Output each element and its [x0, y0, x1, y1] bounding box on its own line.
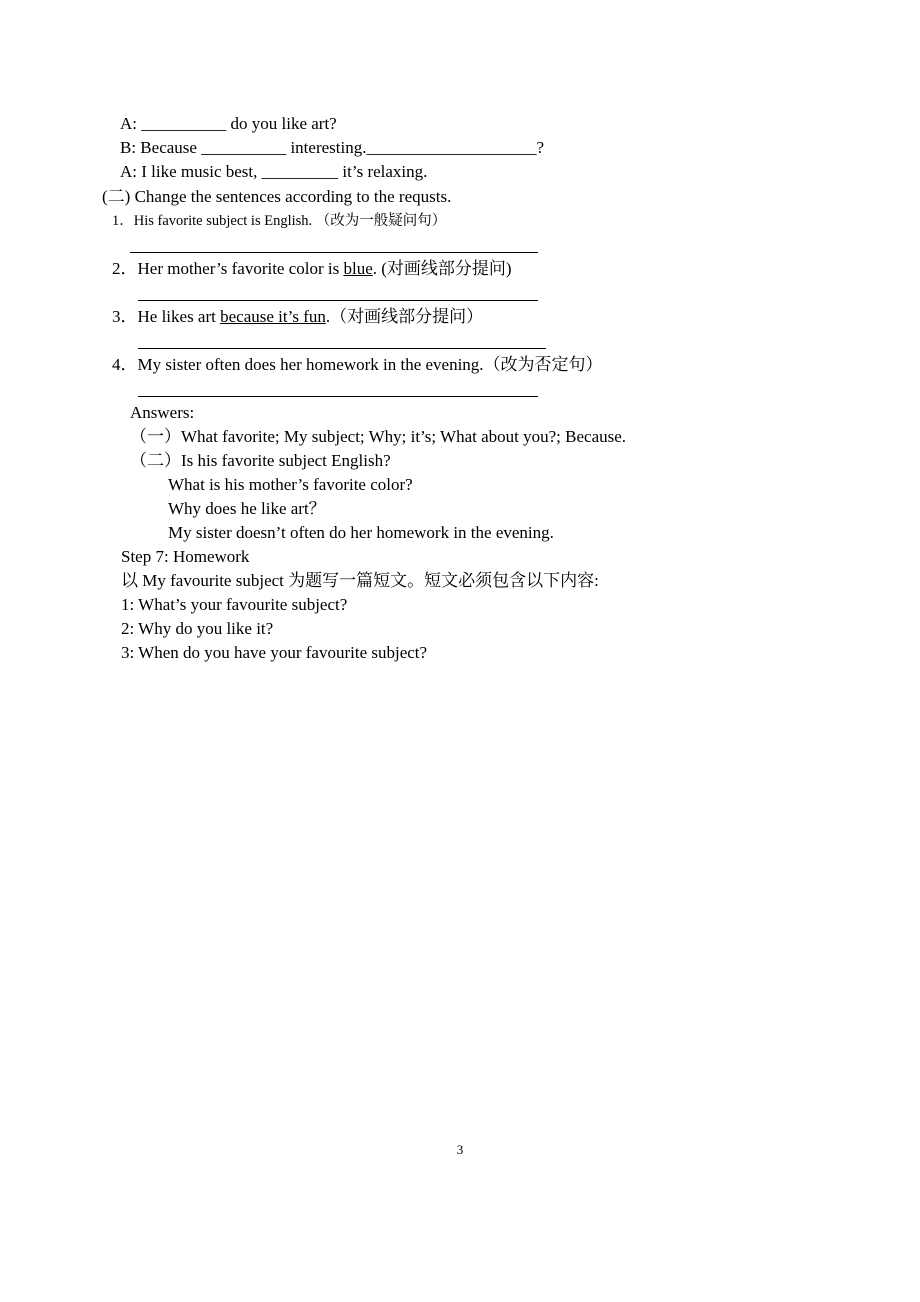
homework-heading: Step 7: Homework	[121, 547, 250, 566]
dialogue-line-2: B: Because __________ interesting.____________________?	[120, 138, 545, 157]
answers-part-2: （二）Is his favorite subject English?	[130, 451, 391, 470]
answers-part-2-line-2: What is his mother’s favorite color?	[168, 475, 413, 494]
homework-question-2: 2: Why do you like it?	[121, 619, 274, 638]
exercise-item-4: 4．My sister often does her homework in the evening.（改为否定句）	[112, 355, 603, 374]
homework-question-3: 3: When do you have your favourite subject?	[121, 643, 428, 662]
answers-heading: Answers:	[130, 403, 195, 422]
answer-line-2	[138, 300, 538, 301]
dialogue-line-1: A: __________ do you like art?	[120, 114, 337, 133]
answer-line-3	[138, 348, 546, 349]
section-heading: (二) Change the sentences according to the requsts.	[102, 187, 452, 206]
exercise-item-2: 2．Her mother’s favorite color is blue. (对画线部分提问)	[112, 259, 512, 278]
page-number: 3	[456, 1142, 464, 1157]
exercise-item-1: 1．His favorite subject is English. （改为一般疑问句）	[112, 213, 447, 229]
answer-line-4	[138, 396, 538, 397]
answers-part-2-line-3: Why does he like art？	[168, 499, 326, 518]
answers-part-1: （一）What favorite; My subject; Why; it’s; What about you?; Because.	[130, 427, 627, 446]
answers-part-2-line-4: My sister doesn’t often do her homework in the evening.	[168, 523, 554, 542]
homework-question-1: 1: What’s your favourite subject?	[121, 595, 348, 614]
exercise-item-3: 3．He likes art because it’s fun.（对画线部分提问）	[112, 307, 484, 326]
homework-instruction: 以 My favourite subject 为题写一篇短文。短文必须包含以下内容:	[121, 571, 599, 590]
dialogue-line-3: A: I like music best, _________ it’s relaxing.	[120, 162, 428, 181]
answer-line-1	[130, 252, 538, 253]
